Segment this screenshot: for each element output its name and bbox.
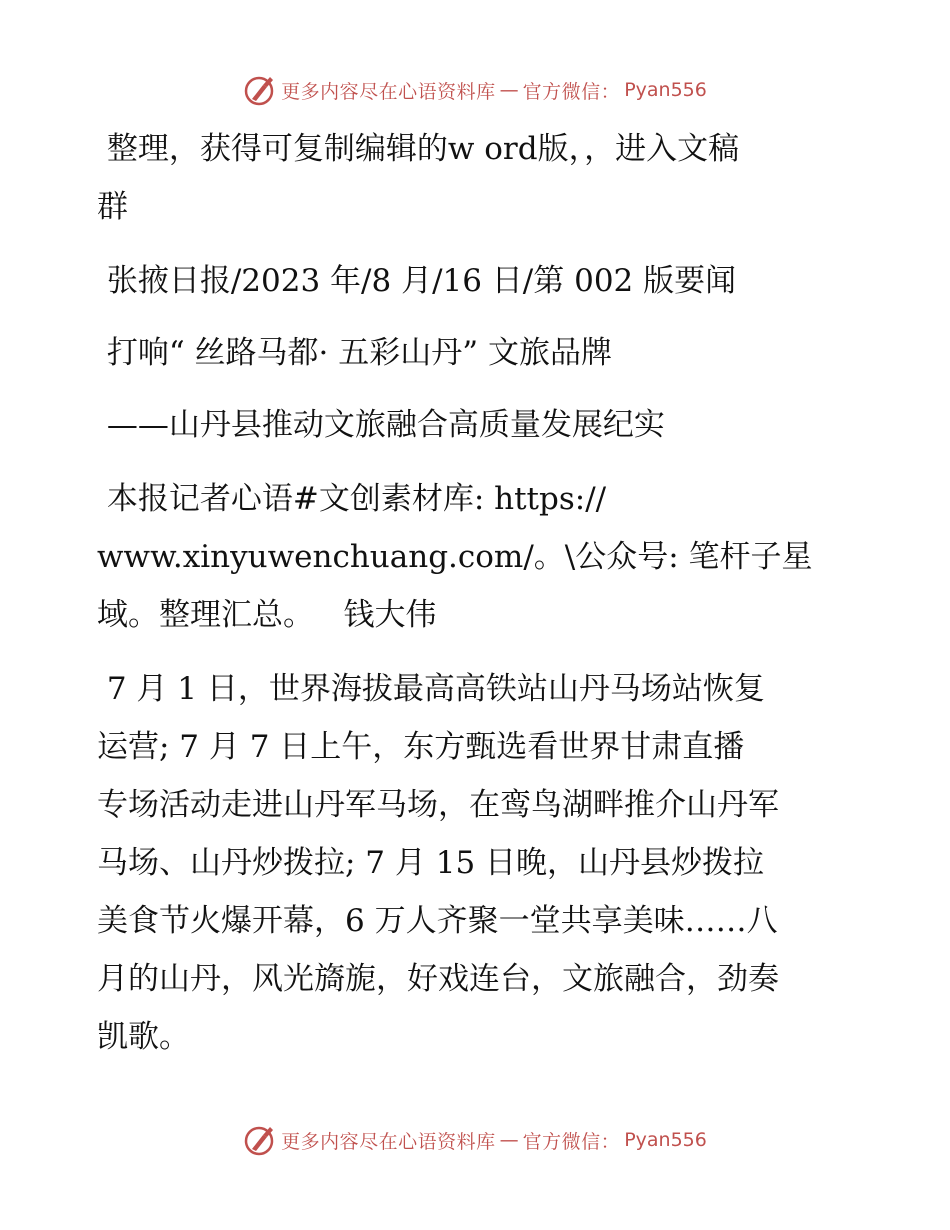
byline-line-3: 域。整理汇总。 钱大伟 [97,597,437,633]
watermark-official: 官方微信： [522,1130,621,1153]
paragraph-line-1: 7 月 1 日，世界海拔最高高铁站山丹马场站恢复 [97,671,765,707]
footer-watermark [0,1120,950,1160]
intro-line-1: 整理，获得可复制编辑的w ord版，，进入文稿 [97,131,740,167]
paragraph-line-7: 凯歌。 [97,1019,190,1055]
watermark-separator: — [499,79,519,101]
watermark-wechat-id: Pyan556 [624,1129,707,1151]
byline-line-1: 本报记者心语#文创素材库: https:// [97,481,607,517]
pen-logo-icon [243,1123,277,1157]
watermark-text: 更多内容尽在心语资料库 [281,1130,496,1153]
paragraph-line-3: 专场活动走进山丹军马场，在鸾鸟湖畔推介山丹军 [97,787,779,823]
paragraph-line-4: 马场、山丹炒拨拉; 7 月 15 日晚，山丹县炒拨拉 [97,845,765,881]
watermark-separator: — [499,1129,519,1151]
paragraph-line-2: 运营; 7 月 7 日上午，东方甄选看世界甘肃直播 [97,729,745,765]
subheadline: ——山丹县推动文旅融合高质量发展纪实 [97,407,665,443]
watermark-text: 更多内容尽在心语资料库 [281,80,496,103]
header-watermark [0,70,950,110]
paragraph-line-6: 月的山丹，风光旖旎，好戏连台，文旅融合，劲奏 [97,961,779,997]
document-body [97,120,857,1066]
intro-line-2: 群 [97,189,128,225]
watermark-official: 官方微信： [522,80,621,103]
paragraph-line-5: 美食节火爆开幕，6 万人齐聚一堂共享美味……八 [97,903,778,939]
pen-logo-icon [243,73,277,107]
headline: 打响“ 丝路马都· 五彩山丹” 文旅品牌 [97,335,612,371]
watermark-wechat-id: Pyan556 [624,79,707,101]
byline-line-2: www.xinyuwenchuang.com/。\公众号: 笔杆子星 [97,539,813,575]
source-line: 张掖日报/2023 年/8 月/16 日/第 002 版要闻 [97,263,737,299]
